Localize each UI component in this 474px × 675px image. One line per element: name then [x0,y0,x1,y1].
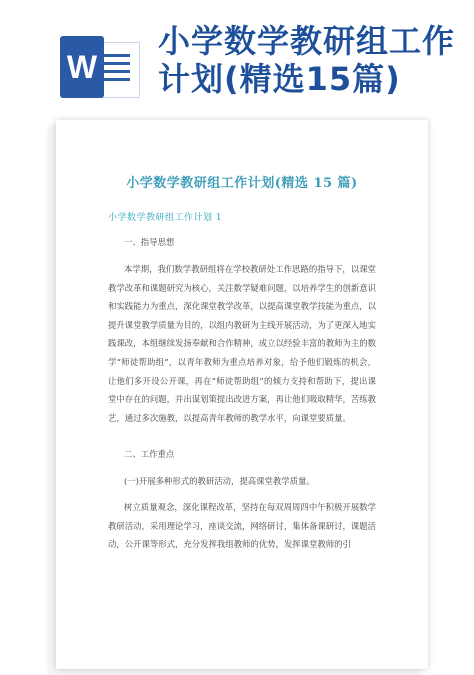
header-banner [0,0,474,112]
section-heading-focus: 二、工作重点 [124,449,175,459]
paragraph-guiding: 本学期，我们数学教研组将在学校教研处工作思路的指导下，以课堂教学改革和课题研究为核心，关注数学疑难问题，以培养学生的创新意识和实践能力为重点，深化课堂教学改革，以提高课堂教学技能为重点，以提升课堂教学质量为目的，以组内教研为主线开展活动，为了更深入地实践课改，本组继续发扬奉献和合作精神，成立以经验丰富的教师为主的数学“师徒帮助组”，以青年教师为重点培养对象，给予他们锻炼的机会，让他们多开设公开课，再在“师徒帮助组”的倾力支持和帮助下，提出课堂中存在的问题，并出谋划策提出改进方案，再让他们吸取精华，苦练教艺，通过多次施教，以提高青年教师的教学水平，向课堂要质量。 [108,264,376,423]
document-title: 小学数学教研组工作计划(精选 15 篇) [126,176,358,191]
section-heading-guiding: 一、指导思想 [124,237,175,247]
word-document-icon [60,36,140,98]
document-subtitle: 小学数学教研组工作计划 1 [108,213,223,223]
word-logo-letter: W [60,36,104,98]
section-subheading: (一)开展多种形式的教研活动，提高课堂教学质量。 [124,476,315,486]
paragraph-focus: 树立质量观念，深化课程改革，坚持在每双周周四中午积极开展数学教研活动，采用理论学习，座谈交流，网络研讨，集体备课研讨，课题活动，公开课等形式，充分发挥我组教师的优势，发挥课堂教师的引 [108,502,376,550]
banner-title: 小学数学教研组工作计划(精选15篇) [158,22,456,98]
document-page [56,120,428,669]
